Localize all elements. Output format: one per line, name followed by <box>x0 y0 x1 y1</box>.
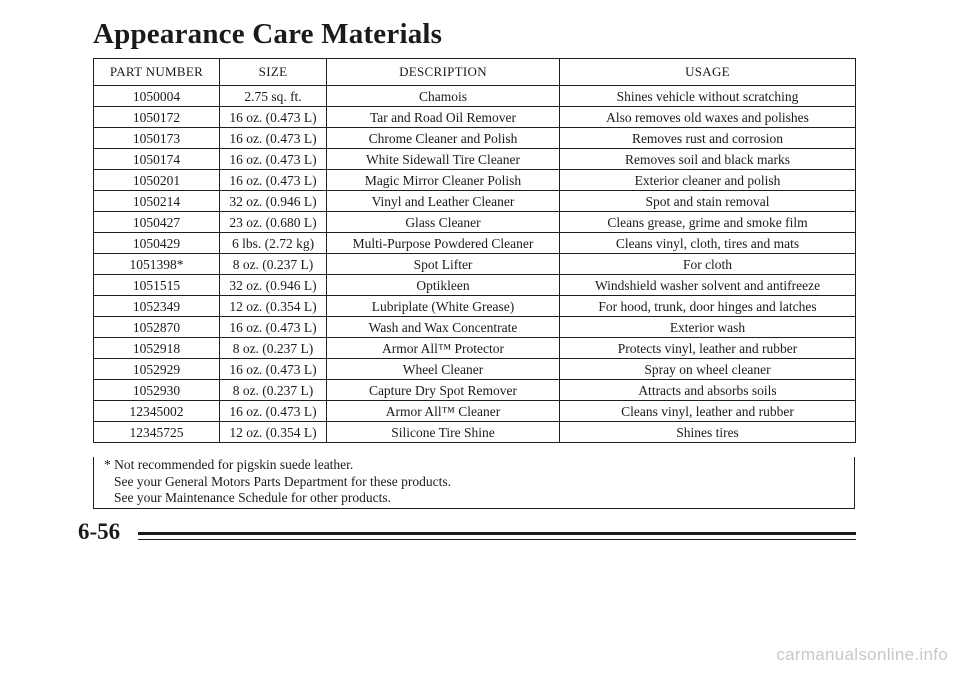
table-row <box>94 317 856 338</box>
cell-part-number: 1050004 <box>94 86 220 107</box>
cell-description: Silicone Tire Shine <box>327 422 560 443</box>
cell-usage: Shines vehicle without scratching <box>560 86 856 107</box>
table-row <box>94 422 856 443</box>
cell-size: 12 oz. (0.354 L) <box>220 296 327 317</box>
footnote-maintenance-schedule: See your Maintenance Schedule for other products. <box>114 490 392 505</box>
cell-size: 8 oz. (0.237 L) <box>220 254 327 275</box>
cell-size: 12 oz. (0.354 L) <box>220 422 327 443</box>
cell-usage: Protects vinyl, leather and rubber <box>560 338 856 359</box>
cell-usage: Exterior wash <box>560 317 856 338</box>
cell-description: Magic Mirror Cleaner Polish <box>327 170 560 191</box>
cell-part-number: 1052870 <box>94 317 220 338</box>
cell-usage: Cleans vinyl, leather and rubber <box>560 401 856 422</box>
cell-size: 16 oz. (0.473 L) <box>220 401 327 422</box>
cell-usage: Spot and stain removal <box>560 191 856 212</box>
table-header-row <box>94 59 856 86</box>
cell-usage: Attracts and absorbs soils <box>560 380 856 401</box>
cell-usage: Shines tires <box>560 422 856 443</box>
cell-usage: For cloth <box>560 254 856 275</box>
cell-part-number: 1052349 <box>94 296 220 317</box>
cell-part-number: 1050214 <box>94 191 220 212</box>
cell-size: 23 oz. (0.680 L) <box>220 212 327 233</box>
cell-usage: Removes rust and corrosion <box>560 128 856 149</box>
cell-size: 16 oz. (0.473 L) <box>220 149 327 170</box>
cell-usage: Exterior cleaner and polish <box>560 170 856 191</box>
cell-size: 2.75 sq. ft. <box>220 86 327 107</box>
table-row <box>94 401 856 422</box>
cell-usage: Cleans vinyl, cloth, tires and mats <box>560 233 856 254</box>
table-row <box>94 338 856 359</box>
cell-description: Glass Cleaner <box>327 212 560 233</box>
cell-part-number: 1050174 <box>94 149 220 170</box>
table-body <box>94 86 856 443</box>
cell-part-number: 1050172 <box>94 107 220 128</box>
cell-part-number: 1051515 <box>94 275 220 296</box>
page-footer <box>78 519 858 549</box>
footnote-asterisk: * Not recommended for pigskin suede leather. <box>104 457 354 472</box>
cell-size: 32 oz. (0.946 L) <box>220 191 327 212</box>
cell-part-number: 1050427 <box>94 212 220 233</box>
header-size: SIZE <box>220 59 327 86</box>
cell-part-number: 1052918 <box>94 338 220 359</box>
cell-usage: Also removes old waxes and polishes <box>560 107 856 128</box>
cell-size: 16 oz. (0.473 L) <box>220 170 327 191</box>
footer-rule-thin <box>138 539 856 540</box>
header-usage: USAGE <box>560 59 856 86</box>
cell-size: 16 oz. (0.473 L) <box>220 128 327 149</box>
cell-description: Wheel Cleaner <box>327 359 560 380</box>
table-row <box>94 191 856 212</box>
footnote-parts-department: See your General Motors Parts Department for these products. <box>114 473 452 489</box>
cell-part-number: 1052929 <box>94 359 220 380</box>
cell-size: 16 oz. (0.473 L) <box>220 317 327 338</box>
cell-usage: Removes soil and black marks <box>560 149 856 170</box>
cell-part-number: 12345725 <box>94 422 220 443</box>
cell-description: Spot Lifter <box>327 254 560 275</box>
cell-size: 6 lbs. (2.72 kg) <box>220 233 327 254</box>
watermark: carmanualsonline.info <box>776 645 948 664</box>
parts-table <box>93 58 856 443</box>
table-row <box>94 107 856 128</box>
cell-description: Optikleen <box>327 275 560 296</box>
table-row <box>94 254 856 275</box>
cell-description: Armor All™ Cleaner <box>327 401 560 422</box>
table-row <box>94 149 856 170</box>
footer-rule-thick <box>138 532 856 535</box>
footnotes <box>93 457 855 509</box>
cell-size: 32 oz. (0.946 L) <box>220 275 327 296</box>
cell-description: Armor All™ Protector <box>327 338 560 359</box>
cell-usage: Spray on wheel cleaner <box>560 359 856 380</box>
cell-size: 16 oz. (0.473 L) <box>220 107 327 128</box>
page-title: Appearance Care Materials <box>93 18 443 50</box>
cell-description: Multi-Purpose Powdered Cleaner <box>327 233 560 254</box>
table-row <box>94 212 856 233</box>
cell-description: Lubriplate (White Grease) <box>327 296 560 317</box>
table-row <box>94 170 856 191</box>
cell-description: Wash and Wax Concentrate <box>327 317 560 338</box>
cell-description: Vinyl and Leather Cleaner <box>327 191 560 212</box>
cell-part-number: 12345002 <box>94 401 220 422</box>
table-row <box>94 380 856 401</box>
cell-description: White Sidewall Tire Cleaner <box>327 149 560 170</box>
table-row <box>94 296 856 317</box>
cell-part-number: 1052930 <box>94 380 220 401</box>
header-description: DESCRIPTION <box>327 59 560 86</box>
page-number: 6-56 <box>78 519 121 544</box>
cell-part-number: 1050173 <box>94 128 220 149</box>
cell-usage: For hood, trunk, door hinges and latches <box>560 296 856 317</box>
cell-size: 8 oz. (0.237 L) <box>220 380 327 401</box>
cell-usage: Windshield washer solvent and antifreeze <box>560 275 856 296</box>
cell-part-number: 1051398* <box>94 254 220 275</box>
cell-description: Chrome Cleaner and Polish <box>327 128 560 149</box>
cell-size: 8 oz. (0.237 L) <box>220 338 327 359</box>
cell-part-number: 1050201 <box>94 170 220 191</box>
cell-size: 16 oz. (0.473 L) <box>220 359 327 380</box>
cell-description: Capture Dry Spot Remover <box>327 380 560 401</box>
cell-description: Chamois <box>327 86 560 107</box>
table-row <box>94 86 856 107</box>
table-row <box>94 275 856 296</box>
table-row <box>94 128 856 149</box>
header-part-number: PART NUMBER <box>94 59 220 86</box>
cell-description: Tar and Road Oil Remover <box>327 107 560 128</box>
table-row <box>94 233 856 254</box>
table-row <box>94 359 856 380</box>
cell-part-number: 1050429 <box>94 233 220 254</box>
cell-usage: Cleans grease, grime and smoke film <box>560 212 856 233</box>
